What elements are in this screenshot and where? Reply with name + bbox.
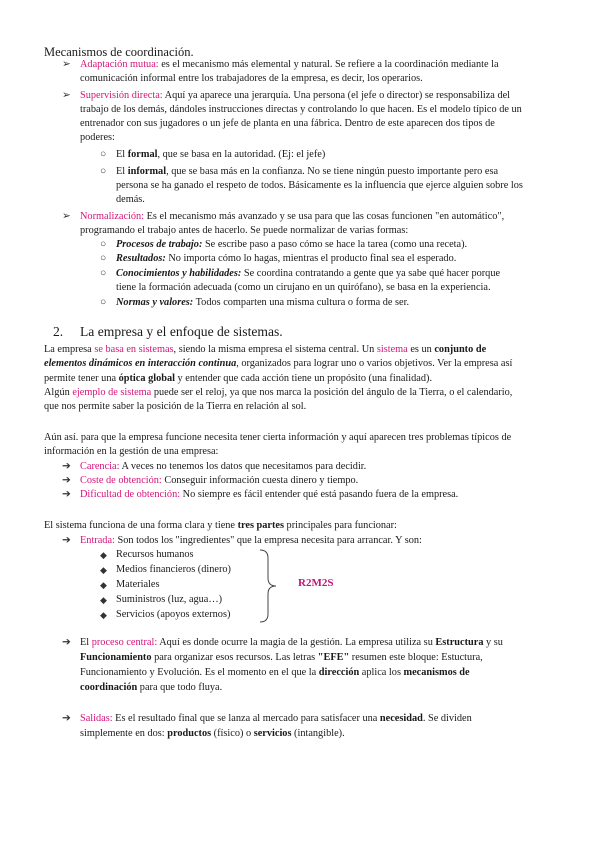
circle-bullet-icon: ○ — [100, 268, 107, 279]
right-brace-icon — [258, 548, 282, 624]
item-adaptacion-mutua-cont: comunicación informal entre los trabajadores de la empresa, es decir, los operarios. — [80, 73, 423, 84]
item-supervision-cont: trabajo de los demás, dándoles instrucciones directas y controlando lo que hacen. Es el modelo típico de un — [80, 104, 522, 115]
item-adaptacion-mutua: Adaptación mutua: es el mecanismo más elemental y natural. Se refiere a la coordinación mediante la — [80, 59, 499, 70]
arrowhead-bullet-icon: ➢ — [62, 90, 71, 101]
item-proceso-central-cont: coordinación para que todo fluya. — [80, 682, 223, 693]
entrada-item: Servicios (apoyos externos) — [116, 609, 231, 620]
filled-diamond-bullet-icon: ◆ — [100, 550, 107, 560]
subitem-poder-informal-cont: persona se ha ganado el respeto de todos. Básicamente es la influencia que ejerce alguien sobre los — [116, 180, 523, 191]
arrow-bullet-icon: ➔ — [62, 489, 71, 500]
item-dificultad: Dificultad de obtención: No siempre es fácil entender qué está pasando fuera de la empresa. — [80, 489, 459, 500]
subitem-poder-informal-cont: demás. — [116, 194, 145, 205]
subitem-conocimientos: Conocimientos y habilidades: Se coordina contratando a gente que ya sabe qué hacer porque — [116, 268, 501, 279]
item-supervision-cont: poderes: — [80, 132, 115, 143]
item-proceso-central-cont: Funcionamiento para organizar esos recursos. Las letras "EFE" resumen este bloque: Estuctura, — [80, 652, 483, 663]
circle-bullet-icon: ○ — [100, 149, 107, 160]
filled-diamond-bullet-icon: ◆ — [100, 610, 107, 620]
arrow-bullet-icon: ➔ — [62, 475, 71, 486]
paragraph-informacion-cont: información en la gestión de una empresa: — [44, 446, 219, 457]
entrada-item: Materiales — [116, 579, 160, 590]
section-heading-sistemas: La empresa y el enfoque de sistemas. — [80, 324, 283, 339]
subitem-poder-formal: El formal, que se basa en la autoridad. (Ej: el jefe) — [116, 149, 326, 160]
section-number: 2. — [53, 324, 64, 339]
item-proceso-central-cont: Funcionamiento y Evolución. Es el momento en el que la dirección aplica los mecanismos de — [80, 667, 470, 678]
arrowhead-bullet-icon: ➢ — [62, 59, 71, 70]
paragraph-sistemas-cont: Algún ejemplo de sistema puede ser el reloj, ya que nos marca la posición del ángulo de la Tierra, o el calendario, — [44, 387, 513, 398]
item-normalizacion-cont: programando el trabajo antes de hacerlo. Se puede normalizar de varias formas: — [80, 225, 409, 236]
arrow-bullet-icon: ➔ — [62, 461, 71, 472]
subitem-normas: Normas y valores: Todos comparten una misma cultura o forma de ser. — [116, 297, 410, 308]
subitem-conocimientos-cont: tiene la formación adecuada (como un cirujano en un quirófano), se basa en la experiencia. — [116, 282, 491, 293]
circle-bullet-icon: ○ — [100, 297, 107, 308]
filled-diamond-bullet-icon: ◆ — [100, 565, 107, 575]
arrow-bullet-icon: ➔ — [62, 713, 71, 724]
subitem-procesos: Procesos de trabajo: Se escribe paso a paso cómo se hace la tarea (como una receta). — [116, 239, 468, 250]
arrow-bullet-icon: ➔ — [62, 637, 71, 648]
paragraph-sistemas-cont: elementos dinámicos en interacción continua, organizados para lograr uno o varios objetivos. Ver la empresa así — [44, 358, 513, 369]
arrow-bullet-icon: ➔ — [62, 535, 71, 546]
filled-diamond-bullet-icon: ◆ — [100, 580, 107, 590]
paragraph-informacion: Aún así. para que la empresa funcione necesita tener cierta información y aquí aparecen tres problemas típicos de — [44, 432, 512, 443]
item-coste: Coste de obtención: Conseguir información cuesta dinero y tiempo. — [80, 475, 359, 486]
entrada-item: Medios financieros (dinero) — [116, 564, 231, 575]
filled-diamond-bullet-icon: ◆ — [100, 595, 107, 605]
paragraph-sistemas: La empresa se basa en sistemas, siendo la misma empresa el sistema central. Un sistema es un conjunto de — [44, 344, 487, 355]
arrowhead-bullet-icon: ➢ — [62, 211, 71, 222]
subitem-resultados: Resultados: No importa cómo lo hagas, mientras el producto final sea el esperado. — [116, 253, 457, 264]
paragraph-sistemas-cont: que nos permite saber la posición de la Tierra en relación al sol. — [44, 401, 307, 412]
paragraph-sistemas-cont: permite tener una óptica global y entender que cada acción tiene un propósito (una finalidad). — [44, 373, 433, 384]
paragraph-tres-partes: El sistema funciona de una forma clara y tiene tres partes principales para funcionar: — [44, 520, 397, 531]
item-carencia: Carencia: A veces no tenemos los datos que necesitamos para decidir. — [80, 461, 367, 472]
r2m2s-label: R2M2S — [298, 577, 334, 589]
circle-bullet-icon: ○ — [100, 239, 107, 250]
entrada-item: Suministros (luz, agua…) — [116, 594, 223, 605]
item-supervision-directa: Supervisión directa: Aquí ya aparece una jerarquía. Una persona (el jefe o director) se responsabiliza del — [80, 90, 511, 101]
subitem-poder-informal: El informal, que se basa más en la confianza. No se tiene ningún puesto importante pero esa — [116, 166, 499, 177]
circle-bullet-icon: ○ — [100, 253, 107, 264]
entrada-item: Recursos humanos — [116, 549, 194, 560]
item-entrada: Entrada: Son todos los "ingredientes" que la empresa necesita para arrancar. Y son: — [80, 535, 422, 546]
circle-bullet-icon: ○ — [100, 166, 107, 177]
item-salidas: Salidas: Es el resultado final que se lanza al mercado para satisfacer una necesidad. Se dividen — [80, 713, 472, 724]
item-proceso-central: El proceso central: Aquí es donde ocurre la magia de la gestión. La empresa utiliza su Estructura y su — [80, 637, 503, 648]
item-normalizacion: Normalización: Es el mecanismo más avanzado y se usa para que las cosas funcionen "en automático", — [80, 211, 505, 222]
section-heading-coordination: Mecanismos de coordinación. — [44, 45, 194, 59]
item-supervision-cont: entrenador con sus jugadores o un jefe de planta en una fábrica. Dentro de este aparecen dos tipos de — [80, 118, 495, 129]
item-salidas-cont: simplemente en dos: productos (físico) o servicios (intangible). — [80, 728, 345, 739]
